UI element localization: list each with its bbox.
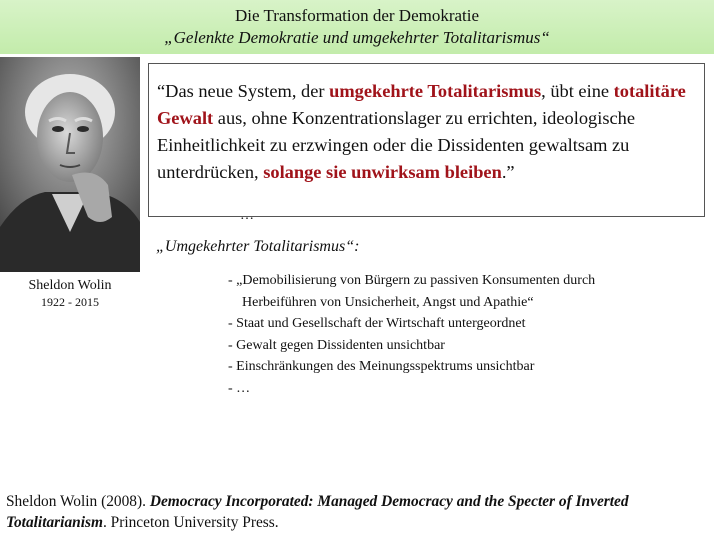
bullet-item: - „Demobilisierung von Bürgern zu passiven Konsumenten durch [228, 273, 596, 288]
quote-text: , übt eine [541, 81, 614, 101]
bullet-item: Herbeiführen von Unsicherheit, Angst und Apathie“ [242, 294, 534, 310]
reference-publisher: . Princeton University Press. [102, 514, 279, 531]
reference-author: Sheldon Wolin (2008). [6, 493, 150, 510]
quote-text: aus, ohne Konzentrationslager zu errichten, ideologische Einheitlichkeit zu erzwingen oder die Dissidenten gewaltsam zu unterdrücken, [157, 108, 635, 182]
reference [6, 491, 714, 533]
quote-highlight: umgekehrte Totalitarismus [329, 81, 542, 101]
reference-title: Democracy Incorporated: Managed Democracy and the Specter of Inverted Totalitarianism [6, 493, 629, 531]
bullet-item: - Staat und Gesellschaft der Wirtschaft untergeordnet [228, 316, 526, 331]
slide-subtitle: „Gelenkte Demokratie und umgekehrter Totalitarismus“ [164, 28, 550, 47]
portrait-years: 1922 - 2015 [41, 295, 99, 309]
quote-text: “Das neue System, der [157, 81, 330, 101]
quote-highlight: solange sie unwirksam bleiben [263, 162, 502, 182]
quote-text: .” [501, 162, 515, 182]
bullet-list [228, 270, 595, 399]
bullet-item: - … [228, 380, 251, 396]
quote-highlight: totalitäre Gewalt [157, 81, 686, 128]
quote-box [148, 63, 705, 217]
bullet-item: - Gewalt gegen Dissidenten unsichtbar [228, 337, 445, 353]
section-title: „Umgekehrter Totalitarismus“: [156, 238, 360, 255]
slide-header [0, 0, 714, 54]
portrait-photo [0, 57, 140, 272]
bullet-item: - Einschränkungen des Meinungsspektrums unsichtbar [228, 359, 535, 374]
portrait-image [0, 57, 140, 272]
slide-title: Die Transformation der Demokratie [234, 6, 480, 25]
quote-continuation: … [240, 208, 254, 223]
portrait-name: Sheldon Wolin [28, 278, 112, 293]
